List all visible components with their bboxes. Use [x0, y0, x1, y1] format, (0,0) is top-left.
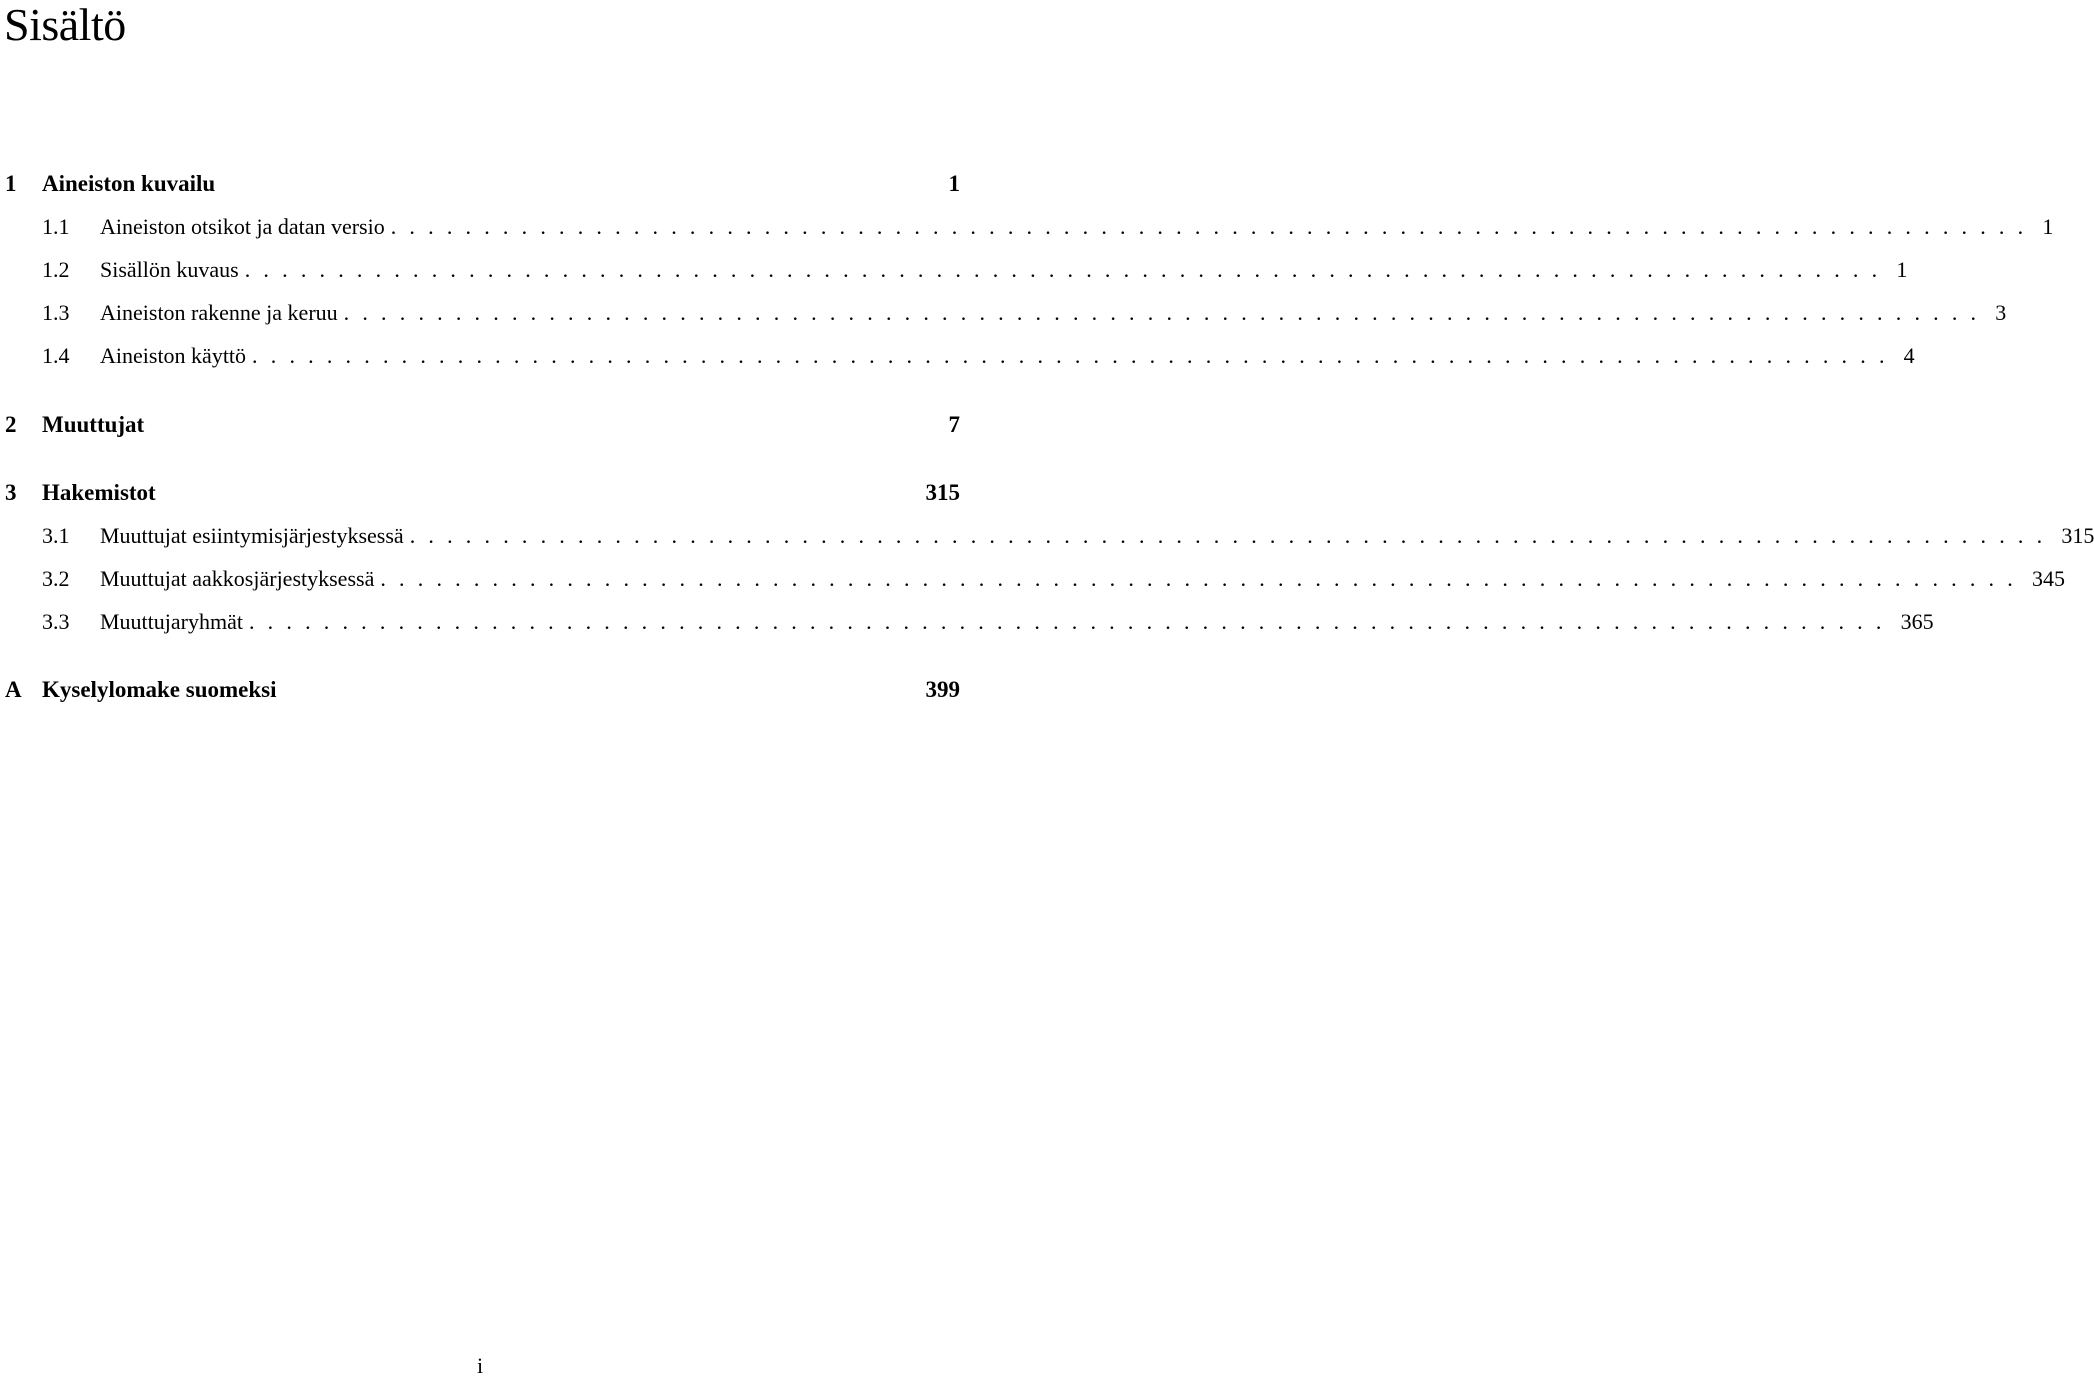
toc-entry-section-3-1[interactable] [0, 522, 2094, 550]
toc-entry-section-1-2[interactable] [0, 256, 1908, 284]
toc-entry-title: Sisällön kuvaus [100, 257, 239, 282]
toc-entry-title: Muuttujat [42, 412, 145, 437]
toc-entry-section-1-1[interactable] [0, 213, 2054, 241]
toc-entry-number: 3.2 [42, 566, 70, 591]
toc-entry-page: 1 [948, 171, 960, 196]
toc-entry-number: 3.3 [42, 609, 70, 634]
dot-leader: ........................................................................................ [244, 257, 1891, 282]
toc-entry-section-1-3[interactable] [0, 299, 2007, 327]
dot-leader: ........................................................................................ [390, 214, 2037, 239]
toc-entry-number: 1.4 [42, 343, 70, 368]
toc-entry-section-3-2[interactable] [0, 565, 2065, 593]
page-number: i [476, 1353, 484, 1378]
toc-entry-number: 1.2 [42, 257, 70, 282]
toc-entry-page: 4 [1903, 343, 1915, 368]
toc-entry-chapter-3[interactable] [0, 479, 960, 507]
toc-entry-number: A [5, 677, 22, 702]
toc-entry-page: 315 [925, 480, 960, 505]
toc-entry-title: Aineiston otsikot ja datan versio [100, 214, 385, 239]
toc-entry-page: 7 [948, 412, 960, 437]
toc-entry-title: Muuttujaryhmät [100, 609, 243, 634]
toc-entry-title: Muuttujat esiintymisjärjestyksessä [100, 523, 404, 548]
toc-entry-chapter-2[interactable] [0, 411, 960, 439]
toc-entry-number: 2 [5, 412, 17, 437]
dot-leader: ........................................................................................ [343, 300, 1990, 325]
toc-entry-page: 1 [1896, 257, 1908, 282]
toc-entry-title: Muuttujat aakkosjärjestyksessä [100, 566, 375, 591]
toc-entry-page: 1 [2042, 214, 2054, 239]
toc-entry-section-3-3[interactable] [0, 608, 1934, 636]
toc-entry-number: 3.1 [42, 523, 70, 548]
toc-entry-title: Hakemistot [42, 480, 156, 505]
toc-entry-title: Kyselylomake suomeksi [42, 677, 277, 702]
toc-entry-title: Aineiston käyttö [100, 343, 247, 368]
toc-entry-number: 3 [5, 480, 17, 505]
toc-entry-chapter-1[interactable] [0, 170, 960, 198]
dot-leader: ........................................................................................ [380, 566, 2026, 591]
page-title: Sisältö [4, 0, 126, 50]
dot-leader: ........................................................................................ [252, 343, 1898, 368]
toc-entry-page: 3 [1995, 300, 2007, 325]
dot-leader: ........................................................................................ [409, 523, 2056, 548]
toc-entry-number: 1 [5, 171, 17, 196]
toc-entry-number: 1.1 [42, 214, 70, 239]
toc-entry-page: 365 [1900, 609, 1934, 634]
toc-entry-page: 345 [2031, 566, 2065, 591]
toc-entry-page: 399 [925, 677, 960, 702]
toc-entry-title: Aineiston kuvailu [42, 171, 216, 196]
toc-entry-title: Aineiston rakenne ja keruu [100, 300, 338, 325]
toc-entry-number: 1.3 [42, 300, 70, 325]
toc-entry-section-1-4[interactable] [0, 342, 1915, 370]
toc-entry-page: 315 [2061, 523, 2094, 548]
toc-entry-appendix-a[interactable] [0, 676, 960, 704]
dot-leader: ........................................................................................ [248, 609, 1895, 634]
